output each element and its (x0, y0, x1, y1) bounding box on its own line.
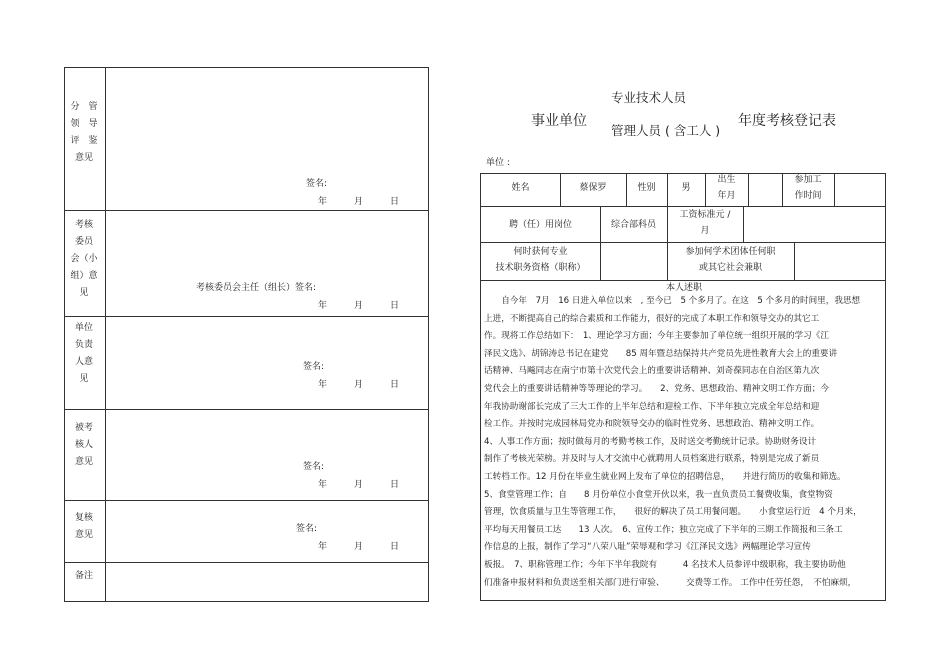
title-suffix: 年度考核登记表 (738, 113, 836, 129)
label-line: 意见 (74, 153, 93, 163)
row-divider (481, 242, 885, 243)
unit-label: 单位 : (486, 158, 510, 168)
label-line: 见 (79, 288, 89, 298)
statement-line: 泽民文选》、胡锦涛总书记在建党 85 周年暨总结保持共产党员先进性教育大会上的重要讲 (484, 348, 838, 359)
signature-label: 签名: (296, 524, 318, 534)
label-line: 会（小 (70, 254, 98, 264)
statement-line: 话精神、马飚同志在南宁市第十次党代会上的重要讲话精神、刘奇葆同志在自治区第九次 (484, 366, 820, 377)
cell-divider (743, 206, 744, 242)
statement-line: 管理，饮食质量与卫生等管理工作， 很好的解决了员工用餐问题。 小食堂运行近 4 个月来， (484, 507, 862, 518)
cell-divider (748, 174, 749, 206)
row-divider (65, 500, 428, 501)
signature-label: 签名: (306, 179, 328, 189)
association-label-line: 或其它社会兼职 (698, 263, 762, 273)
gender-value: 男 (681, 183, 691, 193)
row-divider (65, 562, 428, 563)
label-line: 核人 (74, 440, 93, 450)
wage-label (667, 207, 743, 239)
name-label: 姓名 (511, 183, 530, 193)
label-line: 意见 (74, 530, 93, 540)
section-label-remarks (66, 568, 102, 585)
label-line: 负责 (74, 340, 93, 350)
association-label-line: 参加何学术团体任何职 (685, 247, 776, 257)
row-divider (65, 316, 428, 317)
statement-body (484, 293, 884, 592)
statement-line: 检工作。并按时完成园林局党办和院领导交办的临时性党务、思想政治、精神文明工作。 (484, 419, 820, 430)
label-line: 评 鉴 (70, 136, 98, 146)
date-label: 年 月 日 (318, 197, 400, 207)
post-label: 聘（任）用岗位 (508, 220, 572, 230)
statement-line: 们准备申报材料和负责送至相关部门进行审验、 交费等工作。 工作中任劳任怨， 不怕麻烦， (484, 577, 857, 588)
gender-label: 性别 (637, 183, 656, 193)
work-label-line: 参加工 (794, 175, 822, 185)
label-line: 单位 (74, 323, 93, 333)
statement-line: 作信息的上报，制作了学习“八荣八耻”荣辱观和学习《江泽民文选》两幅理论学习宣传 (484, 542, 811, 553)
statement-line: 党代会上的重要讲话精神等等理论的学习。 2、党务、思想政治、精神文明工作方面；今 (484, 383, 829, 394)
signature-label: 签名: (303, 362, 325, 372)
cell-divider (834, 174, 835, 206)
signature-label: 签名: (303, 462, 325, 472)
label-line: 分 管 (70, 102, 98, 112)
statement-line: 4、人事工作方面；按时做每月的考勤考核工作，及时送交考勤统计记录。协助财务设计 (484, 436, 817, 447)
statement-line: 上进，不断提高自己的综合素质和工作能力，很好的完成了本职工作和领导交办的其它工 (484, 313, 820, 324)
title-option-management: 管理人员 ( 含工人 ) (611, 123, 721, 138)
birth-label (705, 172, 748, 204)
qualification-label-line: 技术职务资格（职称） (495, 263, 586, 273)
section-label-examinee (66, 420, 102, 471)
statement-line: 自今年 7月 16 日进入单位以来 , 至今已 5 个多月了。在这 5 个多月的时间里，我思想 (484, 296, 861, 306)
date-label: 年 月 日 (318, 542, 400, 552)
post-value: 综合部科员 (610, 220, 656, 230)
statement-line: 制作了考核光荣榜。并及时与人才交流中心就聘用人员档案进行联系，特别是完成了新员 (484, 454, 820, 465)
statement-line: 5、食堂管理工作；自 8 月份单位小食堂开伙以来，我一直负责员工餐费收集，食堂物资 (484, 489, 833, 500)
birth-label-line: 出生 (717, 175, 736, 185)
row-divider (65, 409, 428, 410)
label-line: 考核 (74, 220, 93, 230)
signature-label: 考核委员会主任（组长）签名: (196, 283, 317, 293)
label-line: 领 导 (70, 119, 98, 129)
date-label: 年 月 日 (318, 301, 400, 311)
statement-line: 平均每天用餐员工达 13 人次。 6、宣传工作；独立完成了下半年的三期工作简报和三条工 (484, 524, 843, 535)
statement-line: 年我协助谢部长完成了三大工作的上半年总结和迎检工作、下半年独立完成全年总结和迎 (484, 401, 820, 412)
work-start-label (782, 172, 834, 204)
section-label-unit-head (66, 320, 102, 388)
title-option-professional: 专业技术人员 (611, 90, 687, 105)
section-label-leader-review (66, 99, 102, 167)
label-line: 复核 (74, 513, 93, 523)
association-label (667, 244, 794, 276)
label-line: 见 (79, 374, 89, 384)
statement-title: 本人述职 (665, 283, 702, 293)
label-line: 备注 (74, 571, 93, 581)
label-line: 人意 (74, 357, 93, 367)
statement-line: 工转档工作。12 月份在毕业生就业网上发布了单位的招聘信息， 并进行简历的收集和筛选。 (484, 471, 846, 482)
cell-divider (600, 242, 601, 280)
wage-label-line: 工资标准元 / (679, 210, 731, 220)
review-opinion-table (64, 67, 429, 602)
date-label: 年 月 日 (318, 380, 400, 390)
work-label-line: 作时间 (794, 191, 822, 201)
wage-label-line: 月 (700, 226, 710, 236)
label-line: 委员 (74, 237, 93, 247)
column-divider (105, 68, 106, 601)
name-value: 蔡保罗 (579, 183, 607, 193)
label-line: 组）意 (70, 271, 98, 281)
statement-line: 板报。 7、职称管理工作；今年下半年我院有 4 名技术人员参评中级职称，我主要协助他 (484, 559, 846, 570)
qualification-label (481, 244, 600, 276)
label-line: 被考 (74, 423, 93, 433)
row-divider (65, 210, 428, 211)
qualification-label-line: 何时获何专业 (513, 247, 568, 257)
statement-line: 作。现将工作总结如下： 1、理论学习方面；今年主要参加了单位统一组织开展的学习《江 (484, 331, 829, 342)
cell-divider (794, 242, 795, 280)
birth-label-line: 年月 (717, 191, 736, 201)
date-label: 年 月 日 (318, 480, 400, 490)
section-label-recheck (66, 510, 102, 544)
label-line: 意见 (74, 457, 93, 467)
title-prefix: 事业单位 (531, 113, 587, 129)
section-label-committee (66, 217, 102, 302)
